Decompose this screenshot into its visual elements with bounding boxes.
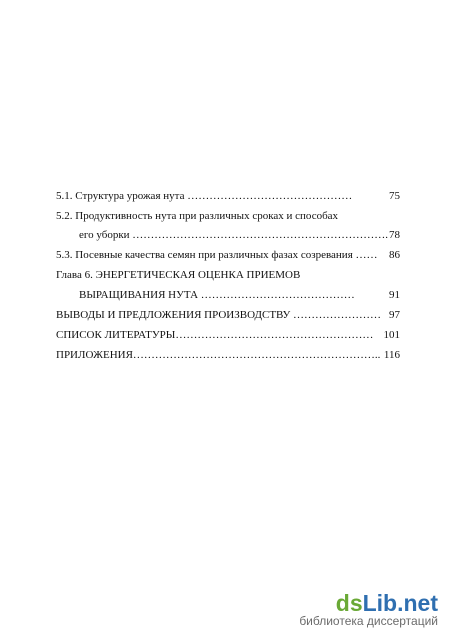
toc-chapter-6-line1 xyxy=(56,269,406,282)
toc-page-number: 86 xyxy=(389,249,400,261)
toc-page-number: 78 xyxy=(389,229,400,241)
toc-entry-text: ВЫВОДЫ И ПРЕДЛОЖЕНИЯ ПРОИЗВОДСТВУ …………………… xyxy=(56,309,382,321)
toc-entry-text: ВЫРАЩИВАНИЯ НУТА …………………………………… xyxy=(79,289,355,301)
toc-entry-text: его уборки ……………………………………………………………. xyxy=(79,229,389,241)
toc-entry-5-2-line1 xyxy=(56,210,406,223)
toc-entry-text: 5.1. Структура урожая нута ……………………………………… xyxy=(56,190,353,202)
toc-page-number: 101 xyxy=(383,329,400,341)
toc-entry-text: 5.2. Продуктивность нута при различных сроках и способах xyxy=(56,210,339,222)
toc-entry-5-2-line2 xyxy=(56,229,406,242)
toc-page-number: 91 xyxy=(389,289,400,301)
toc-entry-text: Глава 6. ЭНЕРГЕТИЧЕСКАЯ ОЦЕНКА ПРИЕМОВ xyxy=(56,269,301,281)
toc-entry-text: ПРИЛОЖЕНИЯ………………………………………………………….. xyxy=(56,349,381,361)
toc-appendices xyxy=(56,349,406,362)
toc-entry-5-1 xyxy=(56,190,406,203)
dslib-watermark xyxy=(299,591,438,628)
table-of-contents xyxy=(56,190,406,362)
dslib-logo: dsLib.net xyxy=(335,590,438,616)
watermark-subtitle: библиотека диссертаций xyxy=(299,614,438,628)
toc-page-number: 97 xyxy=(389,309,400,321)
toc-entry-text: СПИСОК ЛИТЕРАТУРЫ……………………………………………… xyxy=(56,329,374,341)
toc-page-number: 116 xyxy=(383,349,400,361)
toc-chapter-6-line2 xyxy=(56,289,406,302)
toc-entry-5-3 xyxy=(56,249,406,262)
toc-references xyxy=(56,329,406,342)
toc-entry-text: 5.3. Посевные качества семян при различных фазах созревания …… xyxy=(56,249,378,261)
toc-page-number: 75 xyxy=(389,190,400,202)
toc-conclusions xyxy=(56,309,406,322)
